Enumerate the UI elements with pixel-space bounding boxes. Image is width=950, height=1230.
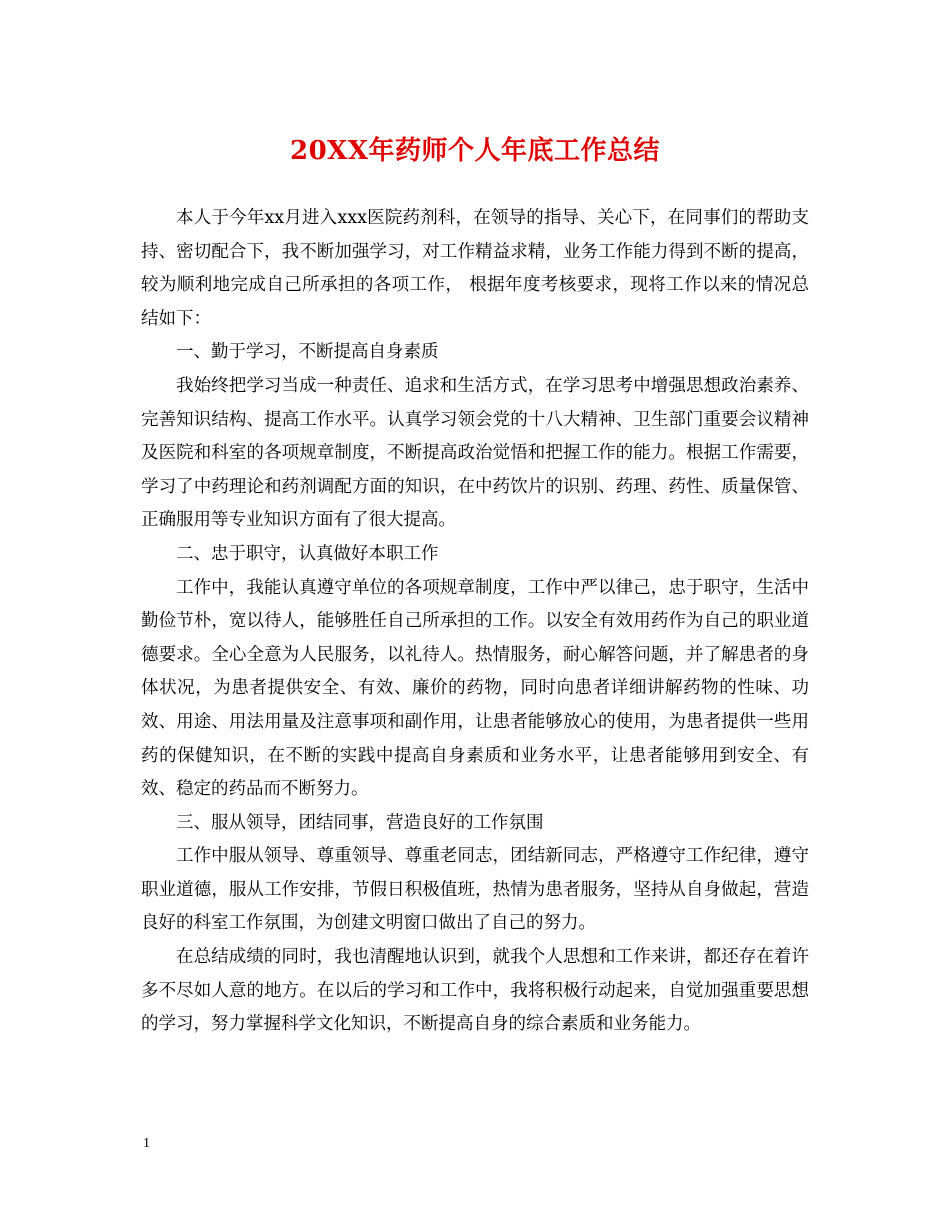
section-heading-1: 一、勤于学习，不断提高自身素质: [176, 342, 439, 363]
section-heading-2: 二、忠于职守，认真做好本职工作: [176, 543, 439, 564]
document-body: [141, 202, 809, 1042]
section-paragraph-3: 工作中服从领导、尊重领导、尊重老同志，团结新同志，严格遵守工作纪律，遵守职业道德，服从工作安排，节假日积极值班，热情为患者服务，坚持从自身做起，营造良好的科室工作氛围，为创建文明窗口做出了自己的努力。: [141, 846, 809, 934]
intro-paragraph: 本人于今年xx月进入xxx医院药剂科，在领导的指导、关心下，在同事们的帮助支持、密切配合下，我不断加强学习，对工作精益求精，业务工作能力得到不断的提高，较为顺利地完成自己所承担的各项工作， 根据年度考核要求，现将工作以来的情况总结如下：: [141, 208, 809, 329]
closing-paragraph: 在总结成绩的同时，我也清醒地认识到，就我个人思想和工作来讲，都还存在着许多不尽如人意的地方。在以后的学习和工作中，我将积极行动起来，自觉加强重要思想的学习，努力掌握科学文化知识，不断提高自身的综合素质和业务能力。: [141, 947, 809, 1035]
document-title: 20XX年药师个人年底工作总结: [289, 136, 661, 166]
page-number: 1: [143, 1136, 150, 1151]
section-paragraph-2: 工作中，我能认真遵守单位的各项规章制度，工作中严以律己，忠于职守，生活中勤俭节朴，宽以待人，能够胜任自己所承担的工作。以安全有效用药作为自己的职业道德要求。全心全意为人民服务，以礼待人。热情服务，耐心解答问题，并了解患者的身体状况，为患者提供安全、有效、廉价的药物，同时向患者详细讲解药物的性味、功效、用途、用法用量及注意事项和副作用，让患者能够放心的使用，为患者提供一些用药的保健知识，在不断的实践中提高自身素质和业务水平，让患者能够用到安全、有效、稳定的药品而不断努力。: [141, 577, 809, 800]
section-heading-3: 三、服从领导，团结同事，营造良好的工作氛围: [176, 812, 544, 833]
section-paragraph-1: 我始终把学习当成一种责任、追求和生活方式，在学习思考中增强思想政治素养、完善知识结构、提高工作水平。认真学习领会党的十八大精神、卫生部门重要会议精神及医院和科室的各项规章制度，不断提高政治觉悟和把握工作的能力。根据工作需要，学习了中药理论和药剂调配方面的知识，在中药饮片的识别、药理、药性、质量保管、正确服用等专业知识方面有了很大提高。: [141, 375, 809, 531]
